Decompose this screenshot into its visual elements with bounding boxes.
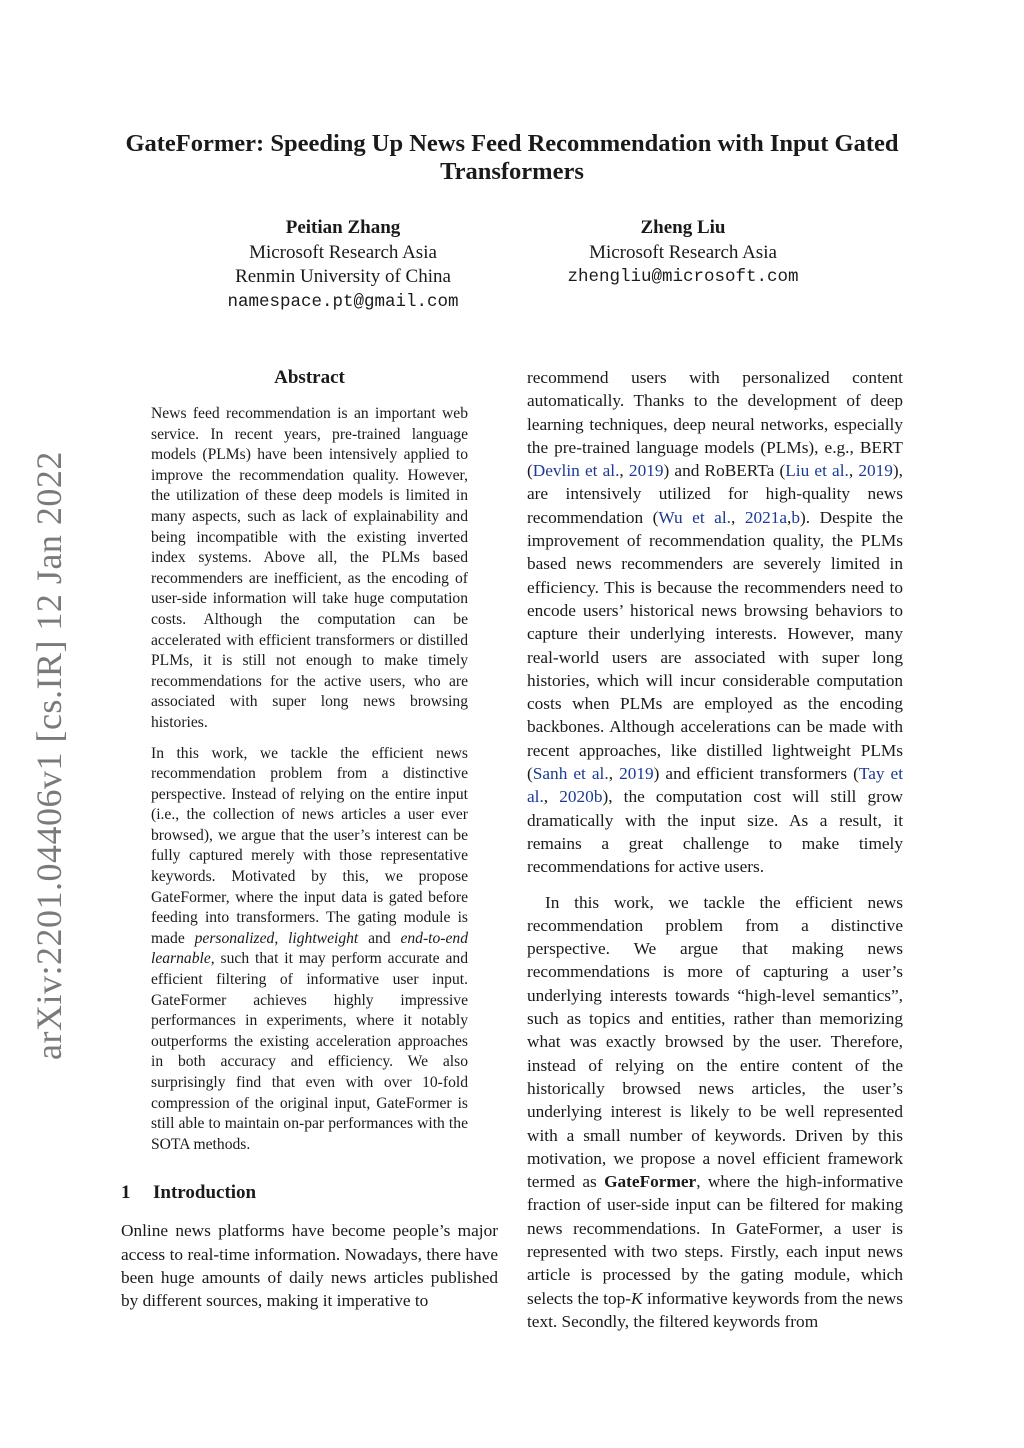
paper-title: GateFormer: Speeding Up News Feed Recommendation with Input Gated Transformers (125, 130, 899, 185)
intro-paragraph-continued: recommend users with personalized content automatically. Thanks to the development of deep learning techniques, deep neural networks, especially the pre-trained language models (PLMs), e.g., BERT (Devlin et al., 2019) and RoBERTa (Liu et al., 2019), are intensively utilized for high-quality news recommendation (Wu et al., 2021a,b). Despite the improvement of recommendation quality, the PLMs based news recommenders are severely limited in efficiency. This is because the recommenders need to encode users’ historical news browsing behaviors to capture their underlying interests. However, many real-world users are associated with super long histories, which will incur considerable computation costs when PLMs are employed as the encoding backbones. Although accelerations can be made with recent approaches, like distilled lightweight PLMs (Sanh et al., 2019) and efficient transformers (Tay et al., 2020b), the computation cost will still grow dramatically with the input size. As a result, it remains a great challenge to make timely recommendations for active users. (527, 368, 904, 877)
right-column (527, 366, 903, 1333)
author-block (530, 216, 836, 290)
left-column (121, 366, 498, 1313)
citation-link[interactable]: 2019 (858, 461, 893, 481)
author-email: zhengliu@microsoft.com (567, 267, 799, 287)
citation-link[interactable]: 2021a (744, 507, 788, 527)
author-name: Peitian Zhang (285, 217, 401, 238)
citation-link[interactable]: Tay et al. (527, 764, 904, 807)
author-affiliation: Microsoft Research Asia (589, 241, 777, 263)
intro-paragraph: In this work, we tackle the efficient news recommendation problem from a distinctive perspective. We argue that making news recommendations is more of capturing a user’s underlying interests towards “high-level semantics”, such as topics and entities, rather than memorizing what was exactly browsed by the user. Therefore, instead of relying on the entire content of the historically browsed news articles, the user’s underlying interest is likely to be well represented with a small number of keywords. Driven by this motivation, we propose a novel efficient framework termed as GateFormer, where the high-informative fraction of user-side input can be filtered for making news recommendations. In GateFormer, a user is represented with two steps. Firstly, each input news article is processed by the gating module, which selects the top-K informative keywords from the news text. Secondly, the filtered keywords from (527, 892, 904, 1331)
citation-link[interactable]: Sanh et al. (532, 764, 609, 784)
author-email: namespace.pt@gmail.com (227, 291, 459, 312)
author-affiliation: Microsoft Research Asia (249, 241, 437, 263)
author-name: Zheng Liu (640, 217, 726, 238)
citation-link[interactable]: Wu et al. (658, 507, 731, 527)
section-heading-introduction: 1 Introduction (121, 1182, 257, 1204)
citation-link[interactable]: Liu et al. (785, 461, 849, 481)
citation-link[interactable]: b (791, 507, 801, 527)
intro-paragraph: Online news platforms have become people’s major access to real-time information. Nowadays, there have been huge amounts of daily news articles published by different sources, making it imperative to (121, 1221, 498, 1311)
citation-link[interactable]: Devlin et al. (532, 461, 620, 481)
abstract-body (151, 404, 468, 1155)
abstract-heading: Abstract (274, 367, 345, 388)
citation-link[interactable]: 2019 (628, 461, 664, 481)
abstract-paragraph: In this work, we tackle the efficient news recommendation problem from a distinctive perspective. Instead of relying on the entire input (i.e., the collection of news articles a user ever browsed), we argue that the user’s interest can be fully captured merely with those representative keywords. Motivated by this, we propose GateFormer, where the input data is gated before feeding into transformers. The gating module is made personalized, lightweight and end-to-end learnable, such that it may perform accurate and efficient filtering of informative user input. GateFormer achieves highly impressive performances in experiments, where it notably outperforms the existing acceleration approaches in both accuracy and efficiency. We also surprisingly find that even with over 10-fold compression of the original input, GateFormer is still able to maintain on-par performances with the SOTA methods. (151, 744, 469, 1153)
arxiv-identifier: arXiv:2201.04406v1 [cs.IR] 12 Jan 2022 (29, 451, 69, 1060)
citation-link[interactable]: 2019 (619, 764, 654, 784)
citation-link[interactable]: 2020b (559, 787, 603, 807)
author-block (190, 216, 496, 314)
author-affiliation: Renmin University of China (235, 266, 451, 287)
abstract-paragraph: News feed recommendation is an important web service. In recent years, pre-trained language models (PLMs) have been intensively applied to improve the recommendation quality. However, the utilization of these deep models is limited in many aspects, such as lack of explainability and being incompatible with the existing inverted index systems. Above all, the PLMs based recommenders are inefficient, as the encoding of user-side information will take huge computation costs. Although the computation can be accelerated with efficient transformers or distilled PLMs, it is still not enough to make timely recommendations for the active users, who are associated with super long news browsing histories. (151, 405, 468, 731)
